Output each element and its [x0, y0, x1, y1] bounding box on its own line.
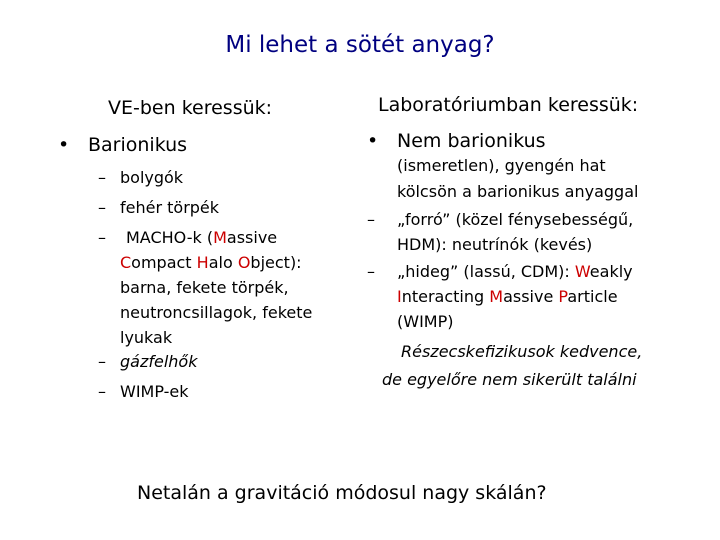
hot-dark-matter-2: HDM): neutrínók (kevés): [397, 235, 593, 254]
macho-text: assive: [226, 228, 278, 247]
highlight-letter: P: [558, 287, 568, 306]
cold-text: eakly: [589, 262, 633, 281]
macho-line-5: lyukak: [120, 328, 173, 347]
bullet-icon: •: [367, 130, 379, 152]
macho-text: alo: [208, 253, 238, 272]
highlight-letter: I: [397, 287, 402, 306]
dash-icon: –: [367, 262, 375, 281]
non-baryonic-desc-1: (ismeretlen), gyengén hat: [397, 156, 606, 175]
highlight-letter: H: [196, 253, 209, 272]
sub-item-gas-clouds: gázfelhők: [120, 352, 198, 371]
highlight-letter: C: [120, 253, 132, 272]
macho-line-3: barna, fekete törpék,: [120, 278, 289, 297]
macho-text: bject):: [250, 253, 302, 272]
highlight-letter: O: [237, 253, 251, 272]
macho-text: MACHO-k (: [126, 228, 214, 247]
sub-item-planets: bolygók: [120, 168, 184, 187]
favorite-line-1: Részecskefizikusok kedvence,: [401, 342, 643, 361]
hot-dark-matter-1: „forró” (közel fénysebességű,: [397, 210, 634, 229]
favorite-line-2: de egyelőre nem sikerült találni: [382, 370, 637, 389]
right-heading: Laboratóriumban keressük:: [378, 94, 639, 116]
non-baryonic-item: Nem barionikus: [397, 130, 546, 152]
cold-text: „hideg” (lassú, CDM):: [397, 262, 575, 281]
macho-line-4: neutroncsillagok, fekete: [120, 303, 313, 322]
sub-item-macho: [126, 228, 277, 247]
cold-text: nteracting: [401, 287, 490, 306]
non-baryonic-desc-2: kölcsön a barionikus anyaggal: [397, 182, 639, 201]
cold-text: assive: [503, 287, 559, 306]
highlight-letter: W: [574, 262, 590, 281]
sub-item-wimps: WIMP-ek: [120, 382, 189, 401]
dash-icon: –: [98, 228, 106, 247]
baryonic-item: Barionikus: [88, 134, 188, 156]
left-heading: VE-ben keressük:: [108, 97, 273, 119]
wimp-abbrev: (WIMP): [397, 312, 454, 331]
bullet-icon: •: [58, 134, 70, 156]
dash-icon: –: [98, 198, 106, 217]
cold-dark-matter-2: [397, 287, 618, 306]
footer-question: Netalán a gravitáció módosul nagy skálán?: [137, 482, 547, 504]
dash-icon: –: [98, 352, 106, 371]
macho-text: ompact: [131, 253, 197, 272]
highlight-letter: M: [489, 287, 504, 306]
dash-icon: –: [98, 382, 106, 401]
macho-line-2: [120, 253, 302, 272]
dash-icon: –: [367, 210, 375, 229]
highlight-letter: M: [213, 228, 227, 247]
sub-item-white-dwarfs: fehér törpék: [120, 198, 220, 217]
slide-title: Mi lehet a sötét anyag?: [225, 32, 495, 58]
dash-icon: –: [98, 168, 106, 187]
cold-text: article: [567, 287, 618, 306]
cold-dark-matter-1: [397, 262, 633, 281]
